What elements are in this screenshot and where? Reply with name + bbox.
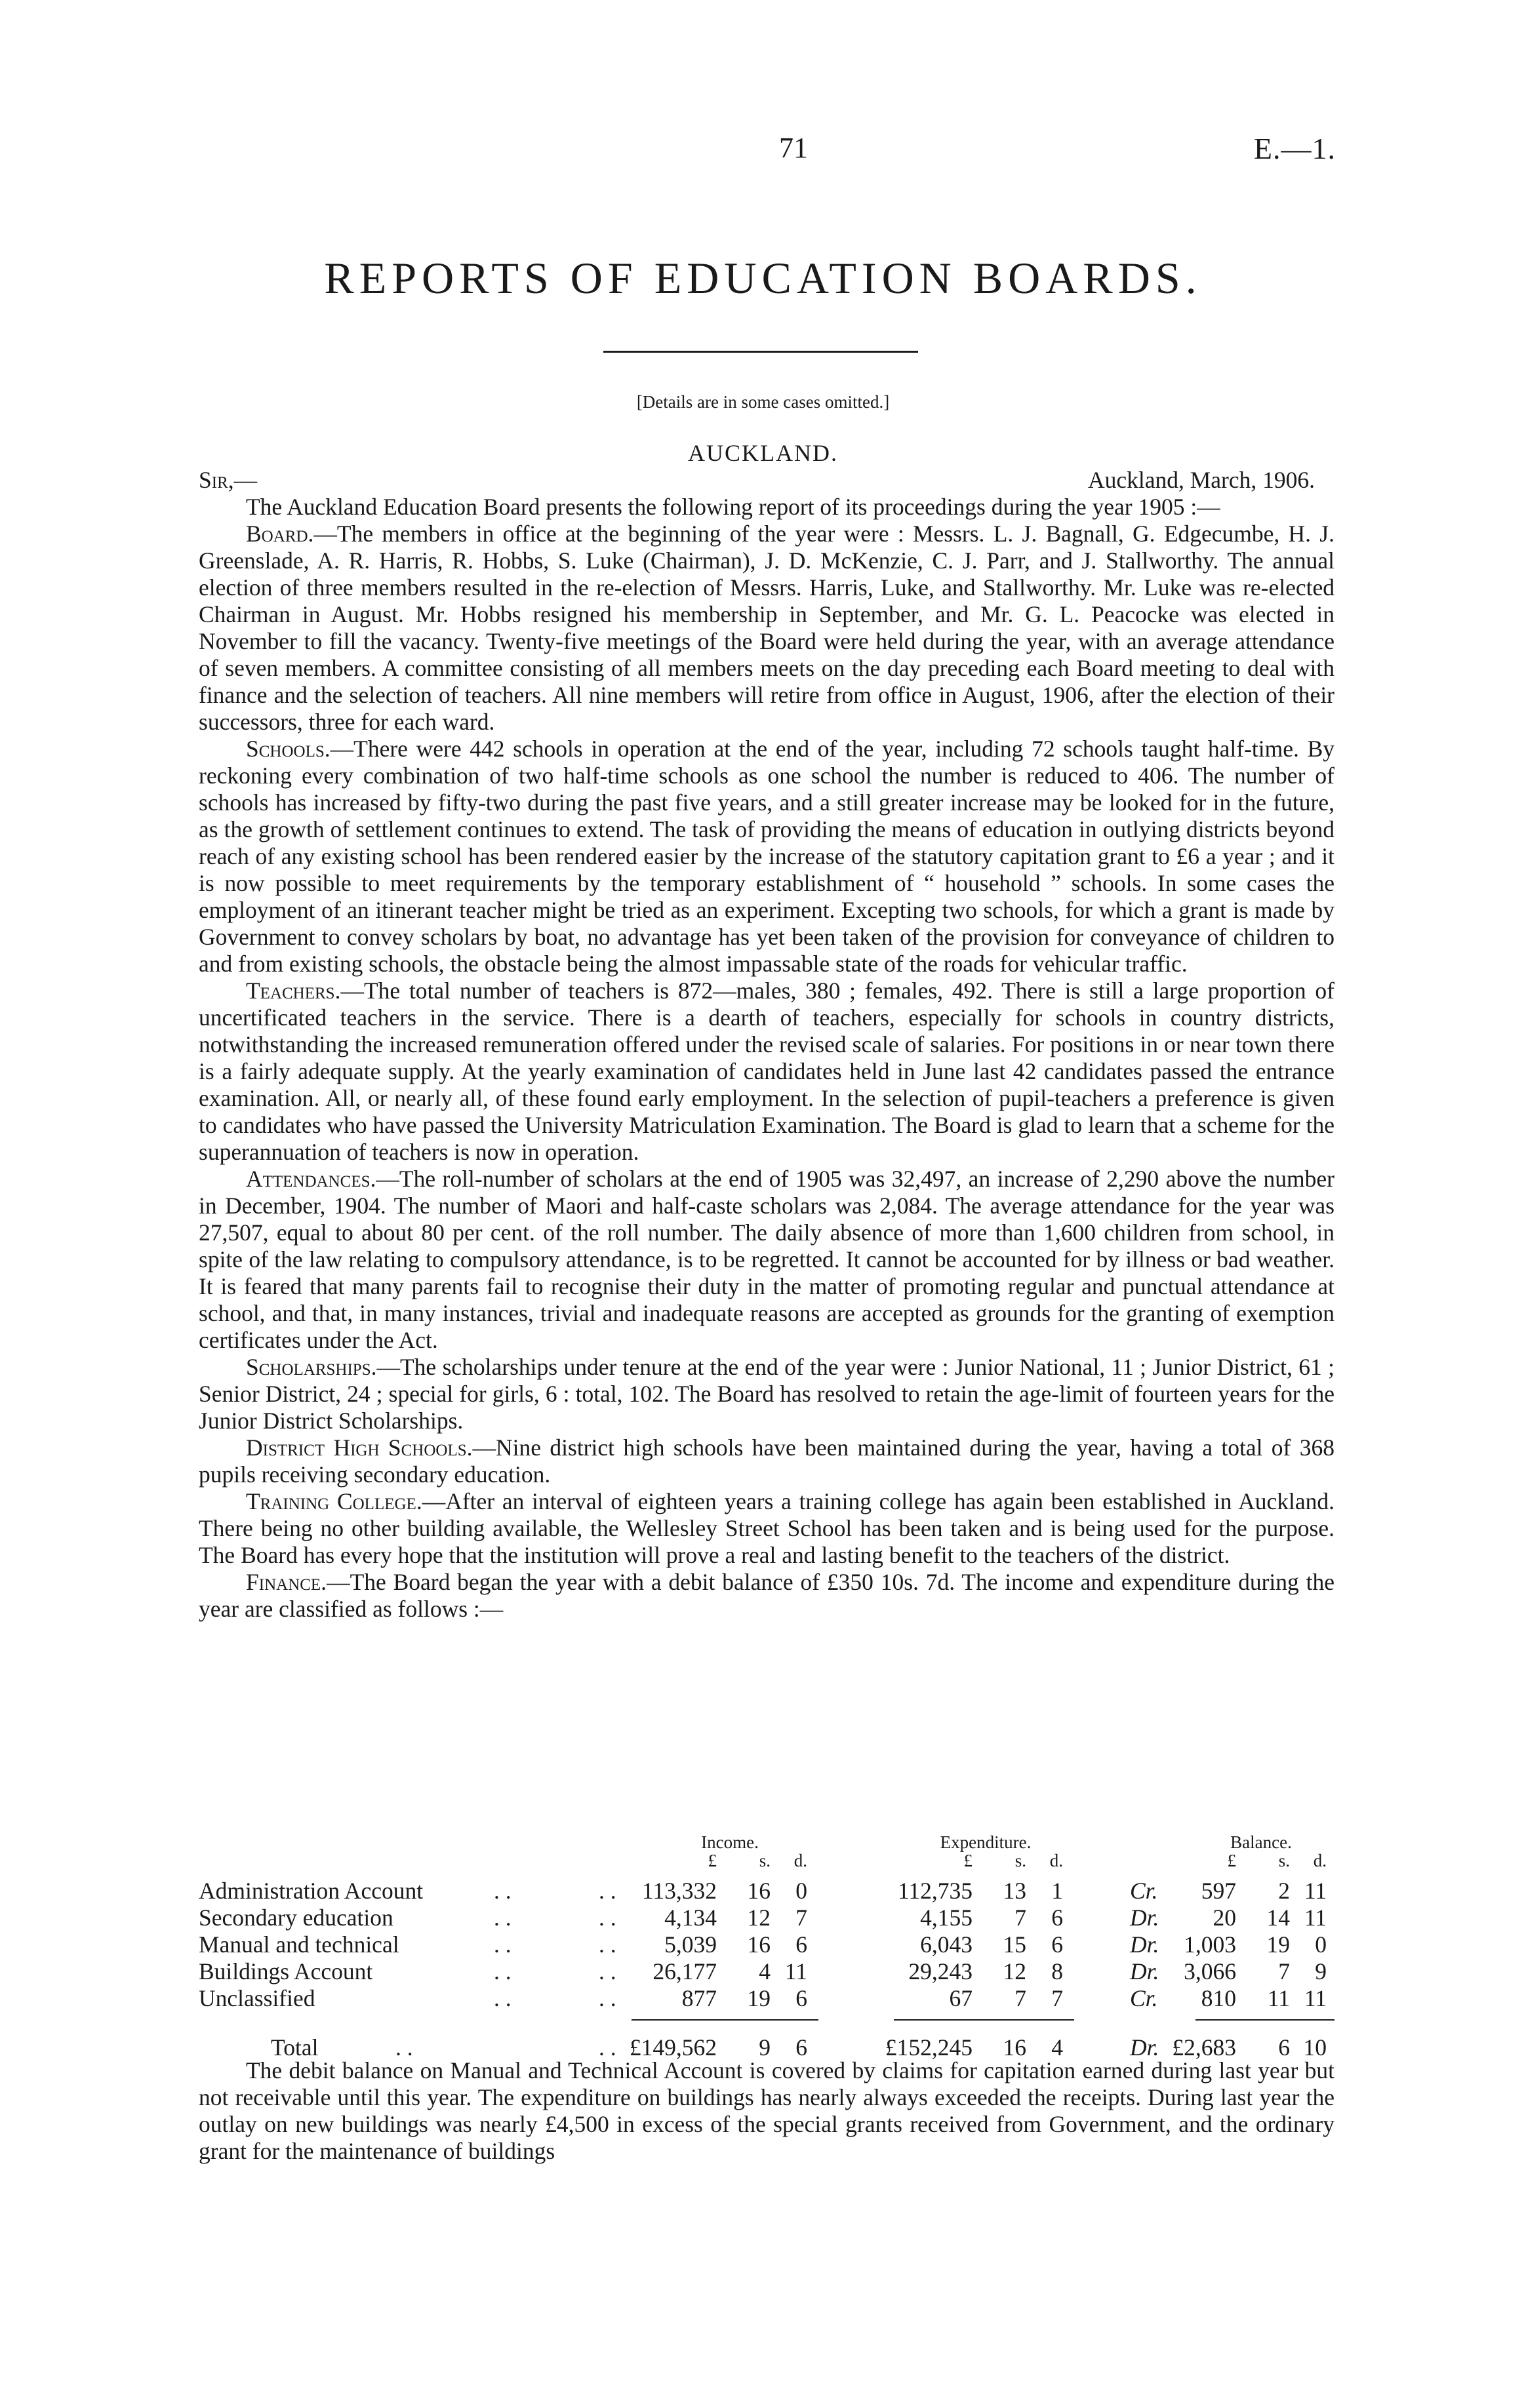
balance-type: Dr. <box>1130 1931 1159 1958</box>
salutation-line <box>199 467 1335 494</box>
leader-dots: . . <box>395 2034 413 2061</box>
paragraph-training-college <box>199 1488 1335 1569</box>
expenditure-value: 4 <box>1051 2034 1063 2061</box>
income-value: 5,039 <box>664 1931 717 1958</box>
expenditure-value: 29,243 <box>908 1958 973 1984</box>
intro-paragraph: The Auckland Education Board presents the following report of its proceedings during the year 1905 :— <box>246 494 1220 520</box>
total-rule <box>632 2019 818 2021</box>
balance-type: Dr. <box>1130 1905 1159 1931</box>
leader-dots: . . <box>494 1985 512 2011</box>
income-value: 877 <box>681 1985 717 2011</box>
income-value: 4,134 <box>664 1905 717 1931</box>
income-value: 16 <box>747 1878 771 1904</box>
unit-header: d. <box>1049 1851 1063 1870</box>
leader-dots: . . <box>494 1958 512 1984</box>
row-label: Total <box>271 2034 319 2061</box>
paragraph-text: —Nine district high schools have been maintained during the year, having a total of 368 pupils receiving secondary education. <box>199 1434 1335 1488</box>
income-value: 0 <box>795 1878 807 1904</box>
unit-header: £ <box>963 1851 973 1870</box>
expenditure-value: 67 <box>949 1985 973 2011</box>
income-value: 12 <box>747 1905 771 1931</box>
row-label: Administration Account <box>199 1878 424 1904</box>
leader-dots: . . <box>494 1931 512 1958</box>
paragraph-heading: District High Schools. <box>246 1434 473 1461</box>
expenditure-value: 7 <box>1014 1905 1026 1931</box>
balance-value: 11 <box>1304 1985 1327 2011</box>
paragraph-heading: Attendances. <box>246 1166 376 1192</box>
leader-dots: . . <box>599 1958 616 1984</box>
expenditure-value: £152,245 <box>885 2034 973 2061</box>
expenditure-value: 7 <box>1051 1985 1063 2011</box>
expenditure-header: Expenditure. <box>940 1832 1032 1852</box>
leader-dots: . . <box>494 1905 512 1931</box>
leader-dots: . . <box>599 1985 616 2011</box>
leader-dots: . . <box>599 1931 616 1958</box>
income-value: 9 <box>759 2034 771 2061</box>
expenditure-value: 1 <box>1051 1878 1063 1904</box>
income-value: £149,562 <box>629 2034 717 2061</box>
balance-value: 10 <box>1303 2034 1327 2061</box>
balance-value: 9 <box>1315 1958 1327 1984</box>
unit-header: d. <box>1313 1851 1327 1870</box>
place-date: Auckland, March, 1906. <box>1087 467 1315 493</box>
balance-value: 810 <box>1201 1985 1236 2011</box>
income-value: 113,332 <box>641 1878 717 1904</box>
paragraph-heading: Finance. <box>246 1569 327 1595</box>
unit-header: s. <box>1278 1851 1290 1870</box>
expenditure-value: 15 <box>1003 1931 1026 1958</box>
page-title: REPORTS OF EDUCATION BOARDS. <box>324 253 1202 303</box>
balance-value: 14 <box>1266 1905 1290 1931</box>
title-rule <box>603 351 918 353</box>
expenditure-value: 6,043 <box>920 1931 973 1958</box>
balance-value: 2 <box>1278 1878 1290 1904</box>
leader-dots: . . <box>599 1905 616 1931</box>
income-value: 6 <box>795 1985 807 2011</box>
expenditure-value: 16 <box>1003 2034 1026 2061</box>
paragraph-text: —The roll-number of scholars at the end of 1905 was 32,497, an increase of 2,290 above the number in December, 1904. The number of Maori and half-caste scholars was 2,084. The average attendance for the year was 27,507, equal to about 80 per cent. of the roll number. The daily absence of more than 1,600 children from school, in spite of the law relating to compulsory attendance, is to be regretted. It cannot be accounted for by illness or bad weather. It is feared that many parents fail to recognise their duty in the matter of promoting regular and punctual attendance at school, and that, in many instances, trivial and inadequate reasons are accepted as grounds for the granting of exemption certificates under the Act. <box>199 1166 1335 1353</box>
paragraph-heading: Board. <box>246 521 314 547</box>
income-value: 16 <box>747 1931 771 1958</box>
report-body <box>199 467 1335 1623</box>
paragraph-scholarships <box>199 1354 1335 1434</box>
paragraph-heading: Schools. <box>246 736 331 762</box>
income-header: Income. <box>701 1832 759 1852</box>
income-value: 4 <box>759 1958 771 1984</box>
paragraph-finance <box>199 1569 1335 1623</box>
row-label: Buildings Account <box>199 1958 373 1984</box>
balance-value: 597 <box>1201 1878 1236 1904</box>
section-heading: AUCKLAND. <box>688 440 838 466</box>
leader-dots: . . <box>599 1878 616 1904</box>
balance-value: 11 <box>1304 1878 1327 1904</box>
balance-value: 3,066 <box>1184 1958 1236 1984</box>
balance-value: 19 <box>1266 1931 1290 1958</box>
row-label: Unclassified <box>199 1985 315 2011</box>
balance-value: 11 <box>1304 1905 1327 1931</box>
editorial-note: [Details are in some cases omitted.] <box>636 392 890 412</box>
total-rule <box>894 2019 1074 2021</box>
expenditure-value: 4,155 <box>920 1905 973 1931</box>
expenditure-value: 112,735 <box>897 1878 973 1904</box>
row-label: Secondary education <box>199 1905 393 1931</box>
closing-paragraph <box>199 2057 1335 2165</box>
expenditure-value: 6 <box>1051 1905 1063 1931</box>
paragraph-teachers <box>199 977 1335 1166</box>
leader-dots: . . <box>494 1878 512 1904</box>
expenditure-value: 12 <box>1003 1958 1026 1984</box>
unit-header: £ <box>1227 1851 1236 1870</box>
balance-type: Dr. <box>1130 1958 1159 1984</box>
paragraph-schools <box>199 736 1335 977</box>
paragraph-text: —There were 442 schools in operation at the end of the year, including 72 schools taught half-time. By reckoning every combination of two half-time schools as one school the number is reduced to 406. The number of schools has increased by fifty-two during the past five years, and a still greater increase may be looked for in the future, as the growth of settlement continues to extend. The task of providing the means of education in outlying districts beyond reach of any existing school has been rendered easier by the increase of the statutory capitation grant to £6 a year ; and it is now possible to meet requirements by the temporary establishment of “ household ” schools. In some cases the employment of an itinerant teacher might be tried as an experiment. Excepting two schools, for which a grant is made by Government to convey scholars by boat, no advantage has yet been taken of the provision for conveyance of children to and from existing schools, the obstacle being the almost impassable state of the roads for vehicular traffic. <box>199 736 1335 977</box>
paragraph-attendances <box>199 1166 1335 1354</box>
unit-header: s. <box>1014 1851 1026 1870</box>
paragraph-text: —The total number of teachers is 872—males, 380 ; females, 492. There is still a large proportion of uncertificated teachers in the service. There is a dearth of teachers, especially for schools in country districts, notwithstanding the increased remuneration offered under the revised scale of salaries. For positions in or near town there is a fairly adequate supply. At the yearly examination of candidates held in June last 42 candidates passed the entrance examination. All, or nearly all, of these found early employment. In the selection of pupil-teachers a preference is given to candidates who have passed the University Matriculation Examination. The Board is glad to learn that a scheme for the superannuation of teachers is now in operation. <box>199 977 1335 1165</box>
unit-header: s. <box>759 1851 771 1870</box>
income-value: 7 <box>795 1905 807 1931</box>
unit-header: d. <box>793 1851 807 1870</box>
paragraph-text: —The members in office at the beginning of the year were : Messrs. L. J. Bagnall, G. Edgecumbe, H. J. Greenslade, A. R. Harris, R. Hobbs, S. Luke (Chairman), J. D. McKenzie, C. J. Parr, and J. Stallworthy. The annual election of three members resulted in the re-election of Messrs. Harris, Luke, and Stallworthy. Mr. Luke was re-elected Chairman in August. Mr. Hobbs resigned his membership in September, and Mr. G. L. Peacocke was elected in November to fill the vacancy. Twenty-five meetings of the Board were held during the year, with an average attendance of seven members. A committee consisting of all members meets on the day preceding each Board meeting to deal with finance and the selection of teachers. All nine members will retire from office in August, 1906, after the election of their successors, three for each ward. <box>199 521 1335 735</box>
balance-value: 7 <box>1278 1958 1290 1984</box>
balance-header: Balance. <box>1230 1832 1292 1852</box>
unit-header: £ <box>708 1851 717 1870</box>
paragraph-heading: Teachers. <box>246 977 341 1004</box>
balance-value: 20 <box>1213 1905 1236 1931</box>
paragraph-heading: Scholarships. <box>246 1354 377 1380</box>
balance-value: 1,003 <box>1184 1931 1236 1958</box>
income-value: 26,177 <box>653 1958 717 1984</box>
paragraph-text: —The scholarships under tenure at the end of the year were : Junior National, 11 ; Junior District, 61 ; Senior District, 24 ; special for girls, 6 : total, 102. The Board has resolved to retain the age-limit of fourteen years for the Junior District Scholarships. <box>199 1354 1335 1434</box>
balance-value: 6 <box>1278 2034 1290 2061</box>
leader-dots: . . <box>599 2034 616 2061</box>
balance-type: Cr. <box>1130 1878 1158 1904</box>
balance-value: 0 <box>1315 1931 1327 1958</box>
balance-type: Cr. <box>1130 1985 1158 2011</box>
income-value: 19 <box>747 1985 771 2011</box>
expenditure-value: 6 <box>1051 1931 1063 1958</box>
expenditure-value: 13 <box>1003 1878 1026 1904</box>
paragraph-heading: Training College. <box>246 1488 422 1514</box>
paragraph-district-high-schools <box>199 1434 1335 1488</box>
page-number: 71 <box>779 132 808 164</box>
row-label: Manual and technical <box>199 1931 399 1958</box>
balance-value: £2,683 <box>1172 2034 1236 2061</box>
paragraph-text: —After an interval of eighteen years a training college has again been established in Auckland. There being no other building available, the Wellesley Street School has been taken and is being used for the purpose. The Board has every hope that the institution will prove a real and lasting benefit to the teachers of the district. <box>199 1488 1335 1568</box>
closing-text: The debit balance on Manual and Technical Account is covered by claims for capitation earned during last year but not receivable until this year. The expenditure on buildings has nearly always exceeded the receipts. During last year the outlay on new buildings was nearly £4,500 in excess of the special grants received from Government, and the ordinary grant for the maintenance of buildings <box>199 2057 1335 2164</box>
paragraph-text: —The Board began the year with a debit balance of £350 10s. 7d. The income and expenditure during the year are classified as follows :— <box>199 1569 1335 1622</box>
paragraph-board <box>199 521 1335 736</box>
income-value: 6 <box>795 2034 807 2061</box>
expenditure-value: 7 <box>1014 1985 1026 2011</box>
total-rule <box>1195 2019 1335 2021</box>
salutation: Sir,— <box>199 467 258 493</box>
income-value: 11 <box>784 1958 807 1984</box>
income-value: 6 <box>795 1931 807 1958</box>
expenditure-value: 8 <box>1051 1958 1063 1984</box>
series-reference: E.—1. <box>1253 132 1336 165</box>
balance-type: Dr. <box>1130 2034 1159 2061</box>
balance-value: 11 <box>1267 1985 1290 2011</box>
